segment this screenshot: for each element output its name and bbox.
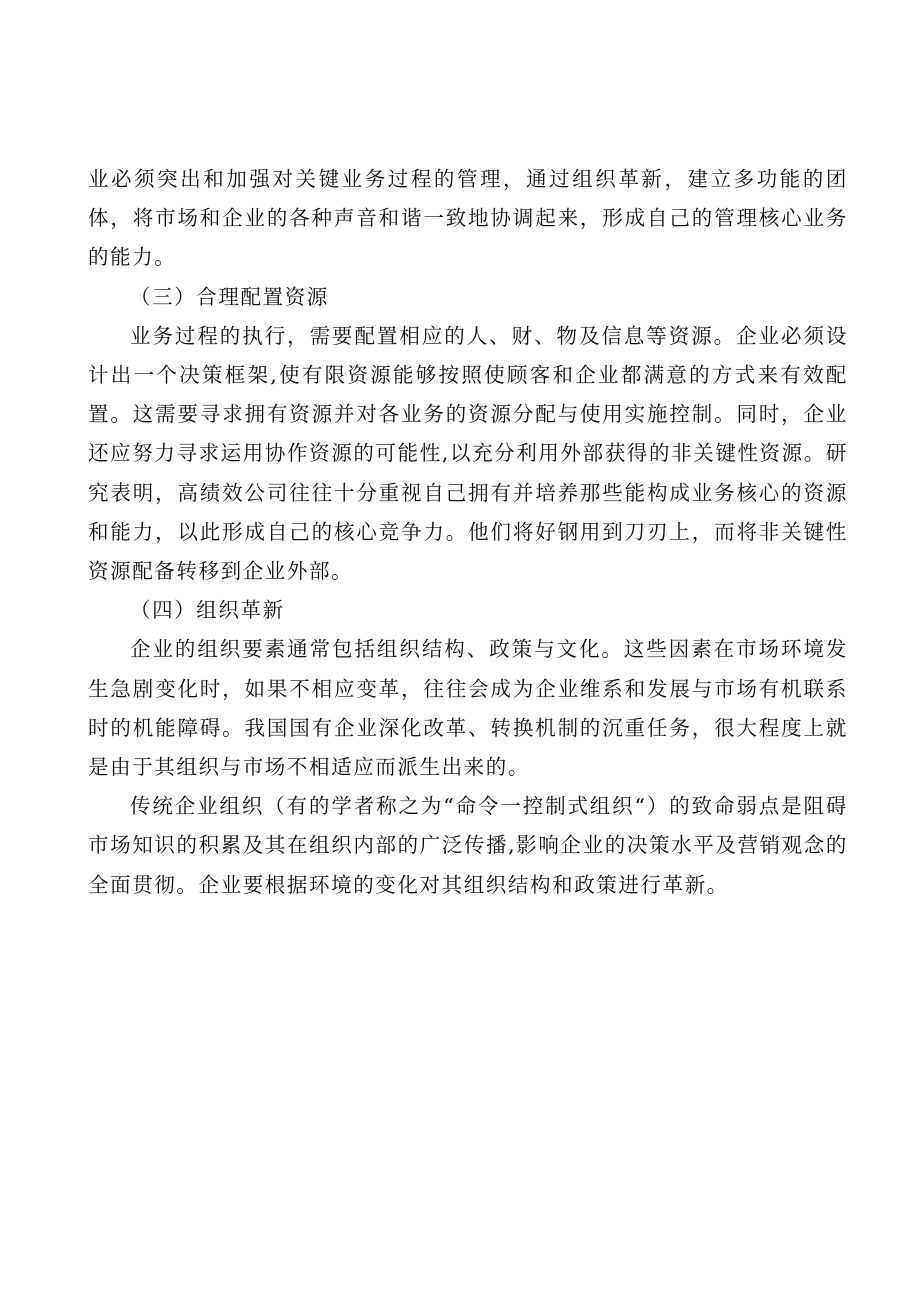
section-heading-4: （四）组织革新 (130, 598, 285, 623)
paragraph-resource-allocation: 业务过程的执行，需要配置相应的人、财、物及信息等资源。企业必须设计出一个决策框架,使有限资源能够按照使顾客和企业都满意的方式来有效配置。这需要寻求拥有资源并对各业务的资源分配与使用实施控制。同时，企业还应努力寻求运用协作资源的可能性,以充分利用外部获得的非关键性资源。研究表明，高绩效公司往往十分重视自己拥有并培养那些能构成业务核心的资源和能力，以此形成自己的核心竞争力。他们将好钢用到刀刃上，而将非关键性资源配备转移到企业外部。 (88, 323, 848, 584)
document-body (88, 160, 848, 905)
paragraph-organization-elements: 企业的组织要素通常包括组织结构、政策与文化。这些因素在市场环境发生急剧变化时，如果不相应变革，往往会成为企业维系和发展与市场有机联系时的机能障碍。我国国有企业深化改革、转换机制的沉重任务，很大程度上就是由于其组织与市场不相适应而派生出来的。 (88, 637, 848, 780)
paragraph-continuation: 业必须突出和加强对关键业务过程的管理，通过组织革新，建立多功能的团体，将市场和企业的各种声音和谐一致地协调起来，形成自己的管理核心业务的能力。 (88, 167, 848, 270)
paragraph-traditional-organization: 传统企业组织（有的学者称之为“命令一控制式组织“）的致命弱点是阻碍市场知识的积累及其在组织内部的广泛传播,影响企业的决策水平及营销观念的全面贯彻。企业要根据环境的变化对其组织结构和政策进行革新。 (88, 794, 848, 897)
section-heading-3: （三）合理配置资源 (130, 284, 329, 309)
